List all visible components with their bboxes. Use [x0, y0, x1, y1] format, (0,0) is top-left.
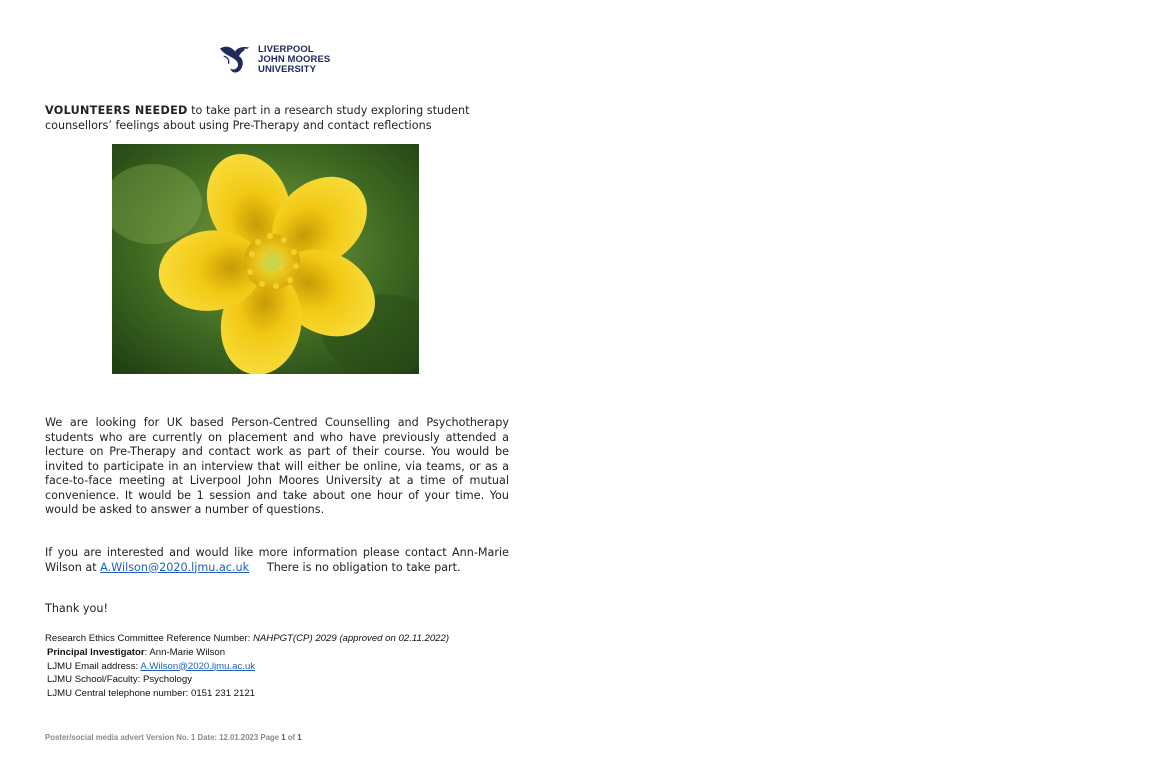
- contact-email-link[interactable]: A.Wilson@2020.ljmu.ac.uk: [100, 560, 250, 574]
- footer-page-total: 1: [297, 733, 302, 742]
- intro-text: to take part in a research study exploring student counsellors’ feelings about using Pre-Therapy and contact reflections: [45, 104, 470, 132]
- buttercup-photo: [112, 144, 419, 374]
- footer-of: of: [285, 733, 298, 742]
- contact-text: If you are interested and would like more information please contact Ann-Marie Wilson at: [45, 546, 509, 574]
- volunteers-needed-label: VOLUNTEERS NEEDED: [45, 104, 188, 117]
- email-row: [45, 660, 565, 674]
- page-footer: [45, 733, 302, 742]
- logo-line-2: JOHN MOORES: [258, 54, 331, 65]
- principal-investigator-row: [45, 646, 565, 660]
- contact-paragraph: [45, 546, 509, 575]
- liver-bird-icon: [218, 43, 256, 77]
- ethics-reference-label: Research Ethics Committee Reference Number:: [45, 633, 253, 644]
- ljmu-logo: [218, 42, 333, 78]
- logo-line-1: LIVERPOOL: [258, 44, 314, 55]
- footer-page-number: 1: [281, 733, 286, 742]
- ethics-reference-row: [45, 632, 565, 646]
- intro-heading: [45, 104, 515, 133]
- ethics-info: [45, 632, 565, 701]
- ethics-email-link[interactable]: A.Wilson@2020.ljmu.ac.uk: [140, 660, 256, 672]
- email-label: LJMU Email address:: [47, 660, 141, 672]
- logo-wordmark: [258, 45, 330, 75]
- buttercup-image: [112, 144, 419, 374]
- school-row: LJMU School/Faculty: Psychology: [47, 674, 193, 686]
- principal-investigator-label: Principal Investigator: [47, 646, 145, 658]
- obligation-text: There is no obligation to take part.: [249, 560, 461, 574]
- logo-line-3: UNIVERSITY: [258, 64, 317, 75]
- footer-text: Poster/social media advert Version No. 1 Date: 12.01.2023 Page: [45, 733, 282, 742]
- thank-you-text: Thank you!: [45, 602, 108, 615]
- ethics-reference-value: NAHPGT(CP) 2029 (approved on 02.11.2022): [252, 633, 450, 644]
- study-description: We are looking for UK based Person-Centred Counselling and Psychotherapy students who are currently on placement and who have previously attended a lecture on Pre-Therapy and contact work as part of their course. You would be invited to participate in an interview that will either be online, via teams, or as a face-to-face meeting at Liverpool John Moores University at a time of mutual convenience. It would be 1 session and take about one hour of your time. You would be asked to answer a number of questions.: [45, 416, 509, 516]
- principal-investigator-value: : Ann-Marie Wilson: [144, 646, 226, 658]
- phone-row: LJMU Central telephone number: 0151 231 2121: [47, 688, 256, 700]
